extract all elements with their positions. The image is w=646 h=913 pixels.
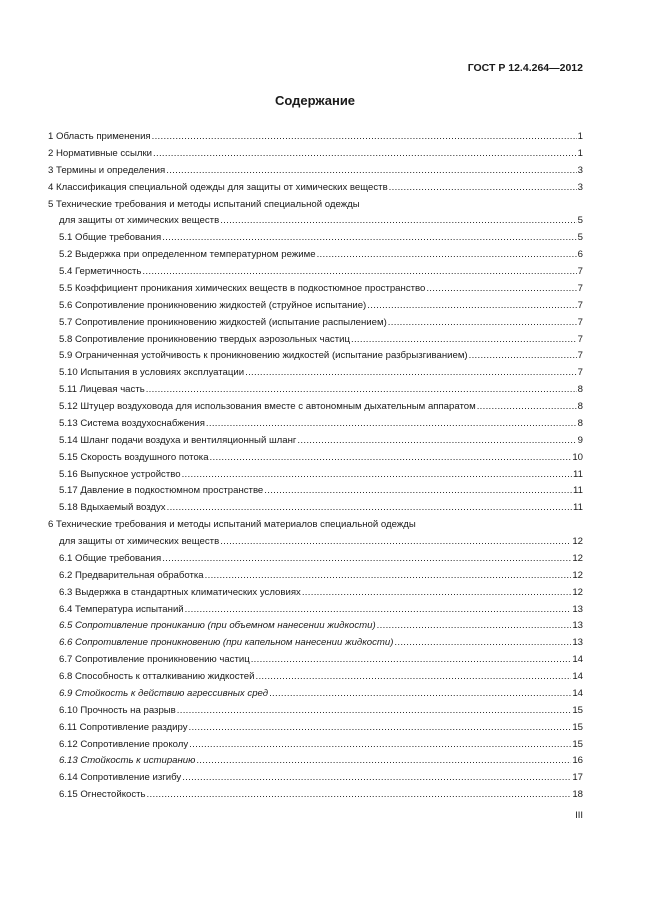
toc-entry-page: 8	[577, 401, 583, 412]
toc-entry-title: 5.1 Общие требования	[59, 232, 162, 244]
toc-leader-dots	[152, 131, 577, 142]
toc-entry[interactable]	[48, 232, 583, 249]
toc-entry[interactable]	[48, 452, 583, 469]
toc-entry-title: 5.15 Скорость воздушного потока	[59, 451, 209, 463]
toc-entry-title: 6.8 Способность к отталкиванию жидкостей	[59, 671, 255, 682]
toc-entry-title: 6 Технические требования и методы испытаний материалов специальной одежды	[48, 519, 416, 531]
toc-entry-title: 5.12 Штуцер воздуховода для использования вместе с автономным дыхательным аппаратом	[59, 401, 476, 412]
toc-entry-title: 3 Термины и определения	[48, 164, 166, 176]
table-of-contents	[48, 131, 583, 806]
toc-entry[interactable]	[48, 435, 583, 452]
toc-entry-title: 5.5 Коэффициент проникания химических веществ в подкостюмное пространство	[59, 282, 426, 294]
toc-entry-page: 13	[572, 603, 583, 615]
toc-entry[interactable]	[48, 755, 583, 772]
toc-leader-dots	[142, 266, 576, 277]
toc-entry-title: 5.7 Сопротивление проникновению жидкостей (испытание распылением)	[59, 316, 387, 328]
toc-entry-title: 6.13 Стойкость к истиранию	[59, 755, 196, 767]
toc-entry[interactable]	[48, 502, 583, 519]
toc-entry-title: 2 Нормативные ссылки	[48, 147, 153, 159]
toc-leader-dots	[206, 418, 577, 429]
toc-entry-page: 16	[572, 755, 583, 767]
toc-leader-dots	[251, 654, 572, 665]
toc-leader-dots	[162, 232, 576, 243]
toc-entry-title: 6.6 Сопротивление проникновению (при капельном нанесении жидкости)	[59, 637, 394, 649]
toc-entry-title: 6.4 Температура испытаний	[59, 603, 184, 615]
toc-leader-dots	[167, 502, 572, 513]
toc-leader-dots	[147, 789, 572, 800]
toc-entry-title: 5.16 Выпускное устройство	[59, 468, 181, 480]
toc-entry[interactable]	[48, 604, 583, 621]
toc-entry-page: 1	[577, 147, 583, 159]
toc-entry-page: 5	[577, 215, 583, 227]
toc-entry-page: 7	[577, 316, 583, 328]
standard-number: ГОСТ Р 12.4.264—2012	[467, 62, 583, 74]
toc-entry-title: 6.2 Предварительная обработка	[59, 569, 204, 581]
toc-entry[interactable]	[48, 283, 583, 300]
toc-leader-dots	[351, 334, 577, 345]
toc-entry[interactable]	[48, 688, 583, 705]
toc-entry-title: 5.11 Лицевая часть	[59, 384, 145, 396]
toc-leader-dots	[297, 435, 576, 446]
toc-entry-page: 11	[573, 468, 583, 480]
toc-entry-title: для защиты от химических веществ	[59, 536, 220, 547]
toc-leader-dots	[182, 469, 572, 480]
toc-entry[interactable]	[48, 671, 583, 688]
toc-entry-title: 5.9 Ограниченная устойчивость к проникновению жидкостей (испытание разбрызгиванием)	[59, 350, 468, 362]
toc-leader-dots	[189, 739, 571, 750]
toc-leader-dots	[210, 452, 572, 463]
toc-leader-dots	[153, 148, 577, 159]
toc-entry[interactable]	[48, 182, 583, 199]
toc-leader-dots	[189, 722, 572, 733]
toc-entry[interactable]	[48, 317, 583, 334]
toc-entry[interactable]	[48, 215, 583, 232]
toc-leader-dots	[196, 755, 571, 766]
toc-leader-dots	[220, 536, 571, 547]
toc-entry-page: 7	[577, 333, 583, 345]
toc-entry[interactable]	[48, 587, 583, 604]
toc-entry-page: 14	[572, 671, 583, 682]
toc-entry-page: 13	[572, 637, 583, 649]
toc-entry[interactable]	[48, 469, 583, 486]
toc-entry[interactable]	[48, 384, 583, 401]
toc-leader-dots	[255, 671, 571, 682]
toc-leader-dots	[185, 604, 572, 615]
toc-entry[interactable]	[48, 637, 583, 654]
toc-leader-dots	[469, 350, 577, 361]
toc-leader-dots	[182, 772, 571, 783]
toc-entry[interactable]	[48, 772, 583, 789]
toc-leader-dots	[377, 620, 572, 631]
toc-entry-page: 9	[577, 434, 583, 446]
toc-entry-title: 6.1 Общие требования	[59, 552, 162, 564]
page-number: III	[575, 810, 583, 821]
toc-entry-page: 10	[572, 451, 583, 463]
toc-entry[interactable]	[48, 367, 583, 384]
toc-entry-title: 6.9 Стойкость к действию агрессивных сред	[59, 687, 269, 699]
toc-entry[interactable]	[48, 249, 583, 266]
toc-entry[interactable]	[48, 654, 583, 671]
toc-entry-title: 5.14 Шланг подачи воздуха и вентиляционный шланг	[59, 434, 297, 446]
toc-leader-dots	[177, 705, 572, 716]
toc-entry[interactable]	[48, 131, 583, 148]
toc-leader-dots	[317, 249, 577, 260]
toc-entry-title: 5.18 Вдыхаемый воздух	[59, 502, 166, 514]
toc-entry[interactable]	[48, 485, 583, 502]
toc-entry-page: 7	[577, 299, 583, 311]
toc-entry-page: 3	[577, 181, 583, 193]
toc-entry-page: 11	[573, 485, 583, 497]
toc-leader-dots	[245, 367, 577, 378]
toc-entry-title: 5.8 Сопротивление проникновению твердых аэрозольных частиц	[59, 333, 350, 345]
toc-entry[interactable]	[48, 789, 583, 806]
toc-entry[interactable]	[48, 334, 583, 351]
toc-entry-page: 12	[572, 552, 583, 564]
toc-entry-page: 18	[572, 789, 583, 801]
toc-leader-dots	[205, 570, 572, 581]
toc-entry[interactable]	[48, 401, 583, 418]
toc-entry[interactable]	[48, 705, 583, 722]
toc-entry-title: 6.3 Выдержка в стандартных климатических условиях	[59, 586, 301, 598]
toc-entry-title: 4 Классификация специальной одежды для защиты от химических веществ	[48, 181, 388, 193]
toc-entry-page: 14	[572, 687, 583, 699]
toc-leader-dots	[264, 485, 572, 496]
toc-entry-page: 11	[573, 502, 583, 514]
toc-entry-page: 15	[572, 738, 583, 750]
toc-leader-dots	[302, 587, 571, 598]
toc-leader-dots	[162, 553, 571, 564]
toc-entry-page: 12	[572, 569, 583, 581]
toc-entry-title: 5.13 Система воздухоснабжения	[59, 417, 205, 429]
toc-entry-page: 7	[577, 367, 583, 379]
toc-entry[interactable]	[48, 148, 583, 165]
toc-entry-page: 17	[572, 772, 583, 784]
toc-entry-page: 14	[572, 654, 583, 666]
toc-entry-title: 5 Технические требования и методы испытаний специальной одежды	[48, 198, 360, 210]
toc-entry[interactable]	[48, 553, 583, 570]
toc-leader-dots	[269, 688, 571, 699]
toc-entry[interactable]	[48, 536, 583, 553]
page-title: Содержание	[274, 93, 356, 108]
toc-entry[interactable]	[48, 418, 583, 435]
toc-entry-title: 5.4 Герметичность	[59, 266, 142, 277]
toc-leader-dots	[477, 401, 577, 412]
toc-entry-title: 5.10 Испытания в условиях эксплуатации	[59, 367, 245, 379]
toc-entry[interactable]	[48, 620, 583, 637]
toc-entry-title: 1 Область применения	[48, 131, 151, 142]
toc-entry-title: 6.7 Сопротивление проникновению частиц	[59, 654, 250, 666]
toc-entry-title: для защиты от химических веществ	[59, 215, 220, 227]
toc-entry[interactable]	[48, 165, 583, 182]
toc-entry-page: 12	[572, 536, 583, 547]
toc-leader-dots	[166, 165, 576, 176]
toc-leader-dots	[146, 384, 577, 395]
toc-leader-dots	[220, 215, 576, 226]
toc-entry-page: 7	[577, 282, 583, 294]
toc-leader-dots	[426, 283, 576, 294]
toc-entry[interactable]	[48, 300, 583, 317]
toc-entry[interactable]	[48, 722, 583, 739]
toc-entry-title: 6.12 Сопротивление проколу	[59, 738, 189, 750]
toc-entry-page: 13	[572, 620, 583, 632]
toc-entry[interactable]	[48, 199, 583, 216]
toc-entry-title: 6.15 Огнестойкость	[59, 789, 146, 801]
toc-entry-title: 6.14 Сопротивление изгибу	[59, 772, 182, 784]
toc-entry[interactable]	[48, 570, 583, 587]
toc-entry-title: 6.10 Прочность на разрыв	[59, 704, 176, 716]
toc-entry-page: 5	[577, 232, 583, 244]
toc-entry-title: 6.5 Сопротивление прониканию (при объемном нанесении жидкости)	[59, 620, 376, 632]
toc-entry-title: 5.17 Давление в подкостюмном пространстве	[59, 485, 264, 497]
toc-entry-page: 7	[577, 350, 583, 362]
toc-entry-title: 5.2 Выдержка при определенном температурном режиме	[59, 249, 316, 261]
toc-entry-page: 12	[572, 586, 583, 598]
toc-entry[interactable]	[48, 266, 583, 283]
toc-entry-page: 1	[577, 131, 583, 142]
toc-entry[interactable]	[48, 350, 583, 367]
toc-leader-dots	[394, 637, 571, 648]
toc-entry-page: 15	[572, 704, 583, 716]
toc-entry[interactable]	[48, 739, 583, 756]
toc-entry-page: 6	[577, 249, 583, 261]
toc-leader-dots	[367, 300, 576, 311]
toc-entry-title: 5.6 Сопротивление проникновению жидкостей (струйное испытание)	[59, 299, 367, 311]
toc-entry[interactable]	[48, 519, 583, 536]
toc-entry-page: 15	[572, 721, 583, 733]
toc-leader-dots	[388, 317, 577, 328]
toc-entry-page: 8	[577, 417, 583, 429]
toc-leader-dots	[389, 182, 577, 193]
toc-entry-page: 3	[577, 164, 583, 176]
toc-entry-title: 6.11 Сопротивление раздиру	[59, 721, 188, 733]
toc-entry-page: 8	[577, 384, 583, 396]
toc-entry-page: 7	[577, 266, 583, 277]
